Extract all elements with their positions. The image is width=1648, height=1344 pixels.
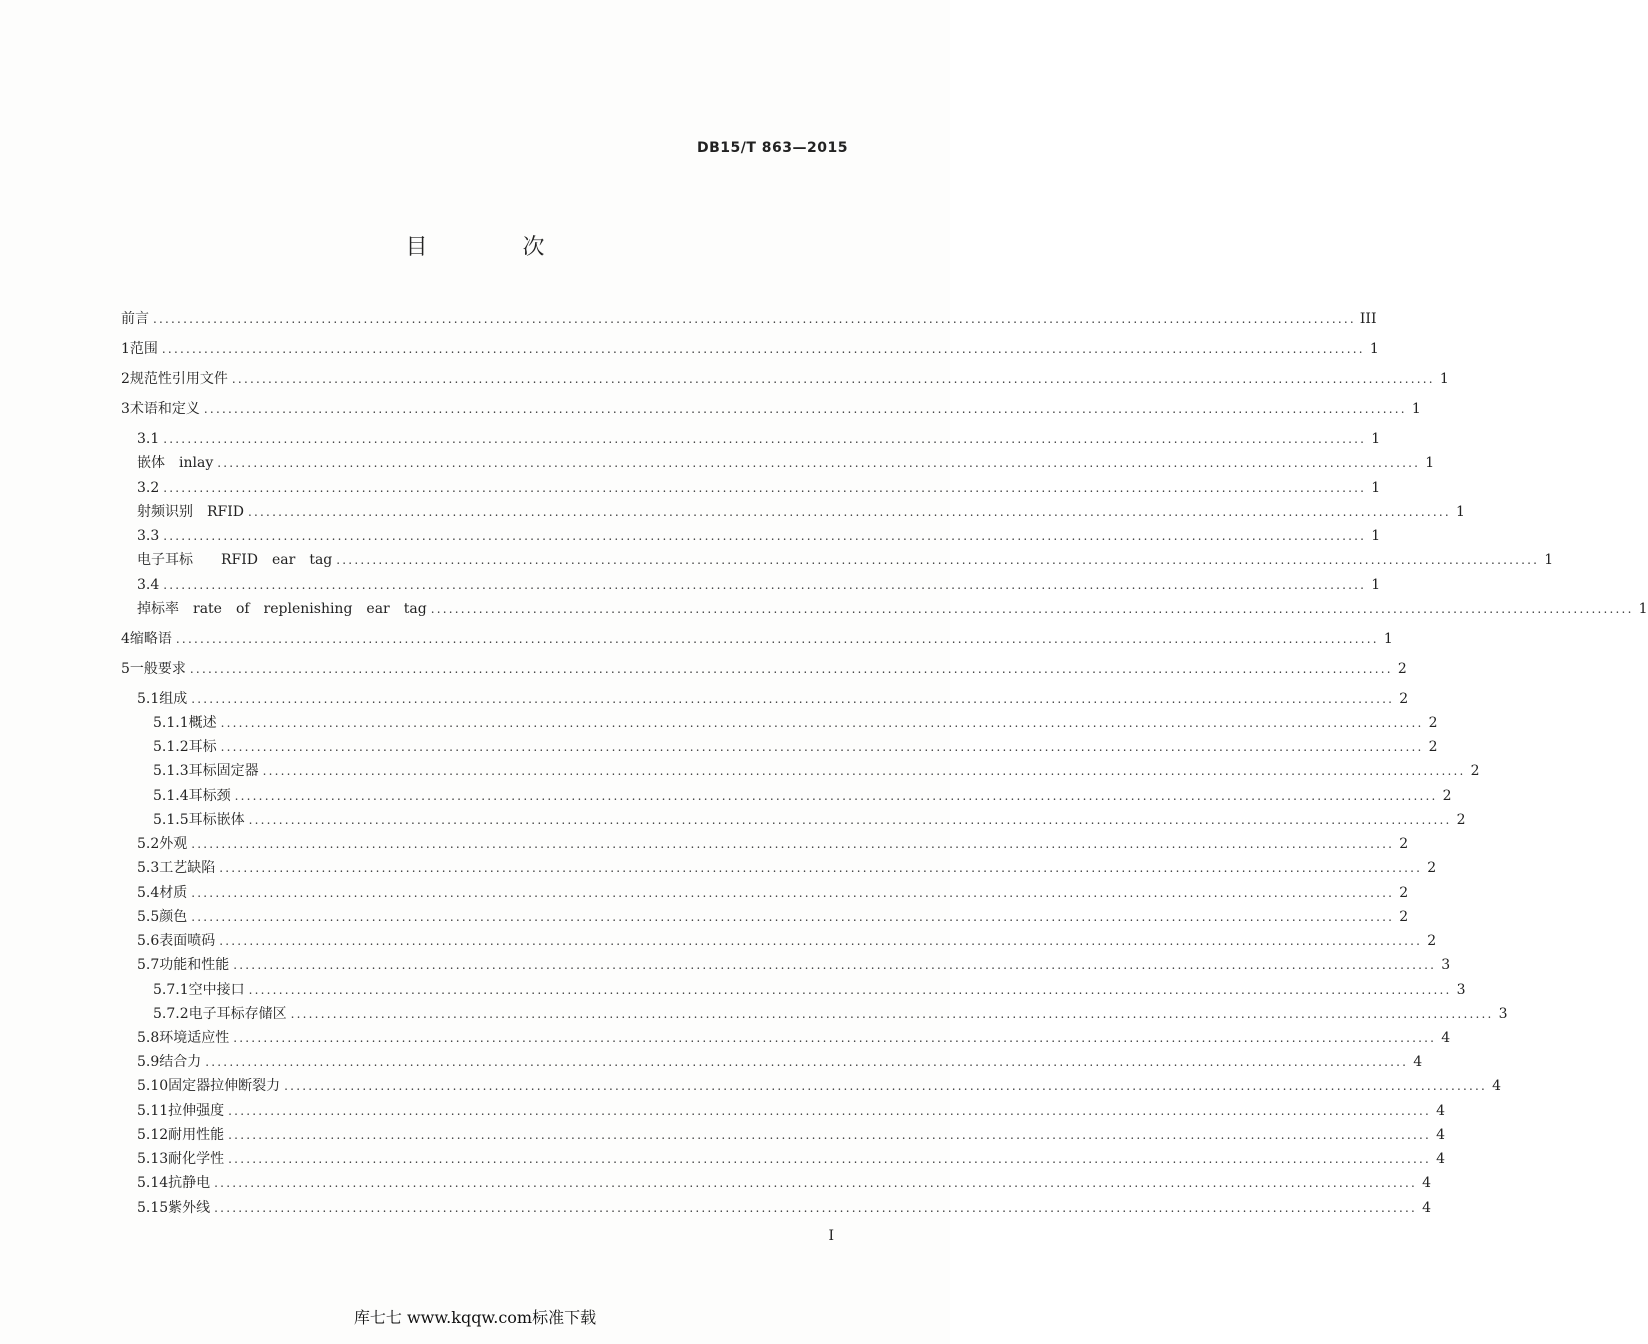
toc-entry-label: 电子耳标 RFID ear tag (137, 552, 333, 568)
toc-entry[interactable] (137, 549, 1554, 569)
toc-entry-page: 1 (1371, 577, 1381, 593)
toc-entry[interactable] (137, 1124, 1446, 1144)
toc-entry[interactable] (137, 1172, 1432, 1192)
toc-leader-dots: ........................................................................................................................................................................................................ (219, 861, 1423, 875)
toc-entry[interactable] (137, 954, 1451, 974)
toc-leader-dots: ........................................................................................................................................................................................................ (336, 553, 1540, 567)
toc-entry[interactable] (137, 1075, 1502, 1095)
toc-entry-page: 4 (1441, 1030, 1451, 1046)
toc-entry[interactable] (137, 1027, 1451, 1047)
toc-leader-dots: ........................................................................................................................................................................................................ (284, 1079, 1488, 1093)
toc-leader-dots: ........................................................................................................................................................................................................ (203, 402, 1407, 416)
toc-leader-dots: ........................................................................................................................................................................................................ (219, 934, 1423, 948)
toc-entry-label: 空中接口 (188, 982, 245, 998)
toc-leader-dots: ........................................................................................................................................................................................................ (191, 886, 1395, 900)
toc-entry-number: 5.14 (137, 1175, 169, 1191)
toc-entry-number: 5.13 (137, 1151, 169, 1167)
toc-entry-label: 结合力 (159, 1054, 202, 1070)
toc-entry[interactable] (137, 452, 1435, 472)
toc-entry[interactable] (137, 598, 1648, 618)
toc-entry-number: 4 (121, 631, 130, 647)
toc-entry-label: 概述 (188, 715, 217, 731)
toc-entry-page: 2 (1428, 715, 1438, 731)
toc-entry-page: 2 (1442, 788, 1452, 804)
toc-entry-label: 3.2 (137, 480, 160, 496)
toc-leader-dots: ........................................................................................................................................................................................................ (234, 789, 1438, 803)
toc-entry-page: 1 (1411, 401, 1421, 417)
toc-entry-number: 5.7 (137, 957, 160, 973)
toc-entry[interactable] (153, 809, 1466, 829)
toc-leader-dots: ........................................................................................................................................................................................................ (205, 1055, 1409, 1069)
toc-entry[interactable] (137, 833, 1409, 853)
toc-entry-label: 功能和性能 (159, 957, 230, 973)
toc-entry-page: 2 (1399, 691, 1409, 707)
toc-entry-label: 耐用性能 (168, 1127, 225, 1143)
toc-entry[interactable] (137, 857, 1437, 877)
toc-entry-label: 紫外线 (168, 1200, 211, 1216)
toc-entry-label: 拉伸强度 (168, 1103, 225, 1119)
toc-leader-dots: ........................................................................................................................................................................................................ (228, 1128, 1432, 1142)
toc-entry[interactable] (137, 574, 1381, 594)
toc-entry-label: 耳标 (188, 739, 217, 755)
toc-entry-number: 5.7.1 (153, 982, 189, 998)
toc-leader-dots: ........................................................................................................................................................................................................ (220, 716, 1424, 730)
footer-watermark: 库七七 www.kqqw.com标准下载 (353, 1308, 597, 1327)
toc-leader-dots: ........................................................................................................................................................................................................ (248, 983, 1452, 997)
toc-entry-label: 组成 (159, 691, 188, 707)
toc-entry-page: 1 (1439, 371, 1449, 387)
toc-entry-label: 外观 (159, 836, 188, 852)
toc-entry-page: 3 (1498, 1006, 1508, 1022)
toc-entry-page: 1 (1544, 552, 1554, 568)
toc-entry[interactable] (137, 1148, 1446, 1168)
toc-leader-dots: ........................................................................................................................................................................................................ (228, 1152, 1432, 1166)
toc-entry-page: 2 (1428, 739, 1438, 755)
toc-entry-page: III (1359, 311, 1377, 327)
toc-entry-number: 5.11 (137, 1103, 169, 1119)
toc-entry[interactable] (121, 308, 1377, 328)
toc-entry[interactable] (121, 398, 1421, 418)
toc-entry-label: 3.3 (137, 528, 160, 544)
toc-entry[interactable] (137, 906, 1409, 926)
toc-entry-page: 2 (1399, 836, 1409, 852)
toc-entry-page: 1 (1638, 601, 1648, 617)
toc-entry-number: 5.1.4 (153, 788, 189, 804)
toc-entry-number: 5.2 (137, 836, 160, 852)
toc-entry-label: 规范性引用文件 (129, 371, 228, 387)
toc-entry[interactable] (153, 712, 1438, 732)
toc-entry-number: 5.7.2 (153, 1006, 189, 1022)
toc-entry-page: 1 (1369, 341, 1379, 357)
toc-entry-page: 4 (1492, 1078, 1502, 1094)
toc-entry-number: 5.15 (137, 1200, 169, 1216)
toc-entry-label: 耳标固定器 (188, 763, 259, 779)
toc-entry-number: 5 (121, 661, 130, 677)
toc-entry-number: 5.12 (137, 1127, 169, 1143)
toc-entry-page: 1 (1371, 480, 1381, 496)
toc-entry-number: 5.1.2 (153, 739, 189, 755)
toc-entry-label: 材质 (159, 885, 188, 901)
toc-leader-dots: ........................................................................................................................................................................................................ (248, 813, 1452, 827)
toc-entry[interactable] (153, 736, 1438, 756)
toc-entry[interactable] (137, 1197, 1432, 1217)
toc-entry-page: 2 (1470, 763, 1480, 779)
toc-leader-dots: ........................................................................................................................................................................................................ (161, 342, 1365, 356)
toc-entry-page: 2 (1397, 661, 1407, 677)
toc-entry-page: 2 (1399, 885, 1409, 901)
toc-leader-dots: ........................................................................................................................................................................................................ (214, 1201, 1418, 1215)
toc-entry-number: 5.10 (137, 1078, 169, 1094)
toc-leader-dots: ........................................................................................................................................................................................................ (191, 837, 1395, 851)
toc-entry-page: 3 (1441, 957, 1451, 973)
toc-entry-number: 5.6 (137, 933, 160, 949)
toc-entry-page: 4 (1413, 1054, 1423, 1070)
toc-leader-dots: ........................................................................................................................................................................................................ (248, 505, 1451, 519)
toc-entry-page: 4 (1436, 1151, 1446, 1167)
toc-leader-dots: ........................................................................................................................................................................................................ (233, 1031, 1437, 1045)
toc-entry-number: 5.1.5 (153, 812, 189, 828)
toc-entry-number: 5.1.3 (153, 763, 189, 779)
toc-leader-dots: ........................................................................................................................................................................................................ (163, 481, 1367, 495)
toc-entry-page: 1 (1425, 455, 1435, 471)
toc-entry-label: 耐化学性 (168, 1151, 225, 1167)
toc-entry-number: 5.1.1 (153, 715, 189, 731)
toc-entry[interactable] (121, 628, 1393, 648)
toc-entry-number: 1 (121, 341, 130, 357)
toc-entry-number: 3 (121, 401, 130, 417)
toc-entry[interactable] (137, 525, 1381, 545)
toc-leader-dots: ........................................................................................................................................................................................................ (189, 662, 1393, 676)
toc-entry-label: 耳标颈 (188, 788, 231, 804)
toc-leader-dots: ........................................................................................................................................................................................................ (175, 632, 1379, 646)
toc-entry-page: 2 (1427, 933, 1437, 949)
toc-entry-label: 颜色 (159, 909, 188, 925)
toc-entry-page: 4 (1422, 1200, 1432, 1216)
toc-entry[interactable] (137, 688, 1409, 708)
toc-entry-label: 电子耳标存储区 (188, 1006, 287, 1022)
toc-entry-number: 5.5 (137, 909, 160, 925)
document-code: DB15/T 863—2015 (697, 140, 848, 156)
toc-entry-page: 4 (1436, 1103, 1446, 1119)
toc-entry[interactable] (137, 930, 1437, 950)
toc-entry-page: 4 (1422, 1175, 1432, 1191)
toc-entry-label: 射频识别 RFID (137, 504, 245, 520)
toc-leader-dots: ........................................................................................................................................................................................................ (228, 1104, 1432, 1118)
toc-entry[interactable] (153, 979, 1466, 999)
toc-entry[interactable] (153, 785, 1452, 805)
toc-entry[interactable] (121, 368, 1449, 388)
toc-entry-number: 5.9 (137, 1054, 160, 1070)
toc-entry[interactable] (153, 1003, 1508, 1023)
toc-entry-number: 2 (121, 371, 130, 387)
toc-entry-label: 抗静电 (168, 1175, 211, 1191)
toc-entry-page: 1 (1371, 431, 1381, 447)
toc-entry-label: 术语和定义 (129, 401, 200, 417)
toc-entry[interactable] (137, 882, 1409, 902)
toc-entry-label: 环境适应性 (159, 1030, 230, 1046)
toc-entry-label: 前言 (121, 311, 149, 327)
toc-leader-dots: ........................................................................................................................................................................................................ (220, 740, 1424, 754)
toc-entry-number: 5.3 (137, 860, 160, 876)
toc-entry-page: 2 (1456, 812, 1466, 828)
toc-leader-dots: ........................................................................................................................................................................................................ (191, 910, 1395, 924)
toc-entry-number: 5.1 (137, 691, 160, 707)
toc-leader-dots: ........................................................................................................................................................................................................ (163, 529, 1367, 543)
toc-leader-dots: ........................................................................................................................................................................................................ (430, 602, 1634, 616)
toc-leader-dots: ........................................................................................................................................................................................................ (153, 312, 1356, 326)
toc-entry[interactable] (137, 1100, 1446, 1120)
toc-leader-dots: ........................................................................................................................................................................................................ (163, 578, 1367, 592)
toc-entry-page: 2 (1399, 909, 1409, 925)
toc-leader-dots: ........................................................................................................................................................................................................ (233, 958, 1437, 972)
toc-entry-page: 1 (1455, 504, 1465, 520)
toc-entry-label: 掉标率 rate of replenishing ear tag (137, 601, 427, 617)
toc-entry-page: 2 (1427, 860, 1437, 876)
toc-entry[interactable] (137, 501, 1465, 521)
toc-entry-label: 3.4 (137, 577, 160, 593)
toc-entry[interactable] (137, 428, 1381, 448)
toc-leader-dots: ........................................................................................................................................................................................................ (231, 372, 1435, 386)
toc-entry-label: 缩略语 (129, 631, 172, 647)
toc-entry-label: 一般要求 (129, 661, 186, 677)
toc-entry-page: 1 (1371, 528, 1381, 544)
toc-entry-label: 范围 (129, 341, 158, 357)
toc-entry-page: 3 (1456, 982, 1466, 998)
toc-entry-page: 1 (1383, 631, 1393, 647)
toc-entry-number: 5.4 (137, 885, 160, 901)
toc-leader-dots: ........................................................................................................................................................................................................ (262, 764, 1466, 778)
toc-entry[interactable] (153, 760, 1480, 780)
toc-entry-page: 4 (1436, 1127, 1446, 1143)
toc-leader-dots: ........................................................................................................................................................................................................ (217, 456, 1421, 470)
toc-entry-label: 表面喷码 (159, 933, 216, 949)
toc-entry-label: 耳标嵌体 (188, 812, 245, 828)
page-number: I (828, 1228, 834, 1244)
toc-entry-label: 固定器拉伸断裂力 (168, 1078, 281, 1094)
toc-entry[interactable] (137, 1051, 1423, 1071)
toc-entry-label: 嵌体 inlay (137, 455, 214, 471)
toc-leader-dots: ........................................................................................................................................................................................................ (191, 692, 1395, 706)
toc-leader-dots: ........................................................................................................................................................................................................ (290, 1007, 1494, 1021)
toc-entry-number: 5.8 (137, 1030, 160, 1046)
toc-entry[interactable] (137, 477, 1381, 497)
page-title: 目 次 (405, 235, 589, 260)
toc-entry-label: 工艺缺陷 (159, 860, 216, 876)
toc-entry[interactable] (121, 338, 1379, 358)
toc-leader-dots: ........................................................................................................................................................................................................ (214, 1176, 1418, 1190)
toc-entry[interactable] (121, 658, 1407, 678)
toc-entry-label: 3.1 (137, 431, 160, 447)
toc-leader-dots: ........................................................................................................................................................................................................ (163, 432, 1367, 446)
